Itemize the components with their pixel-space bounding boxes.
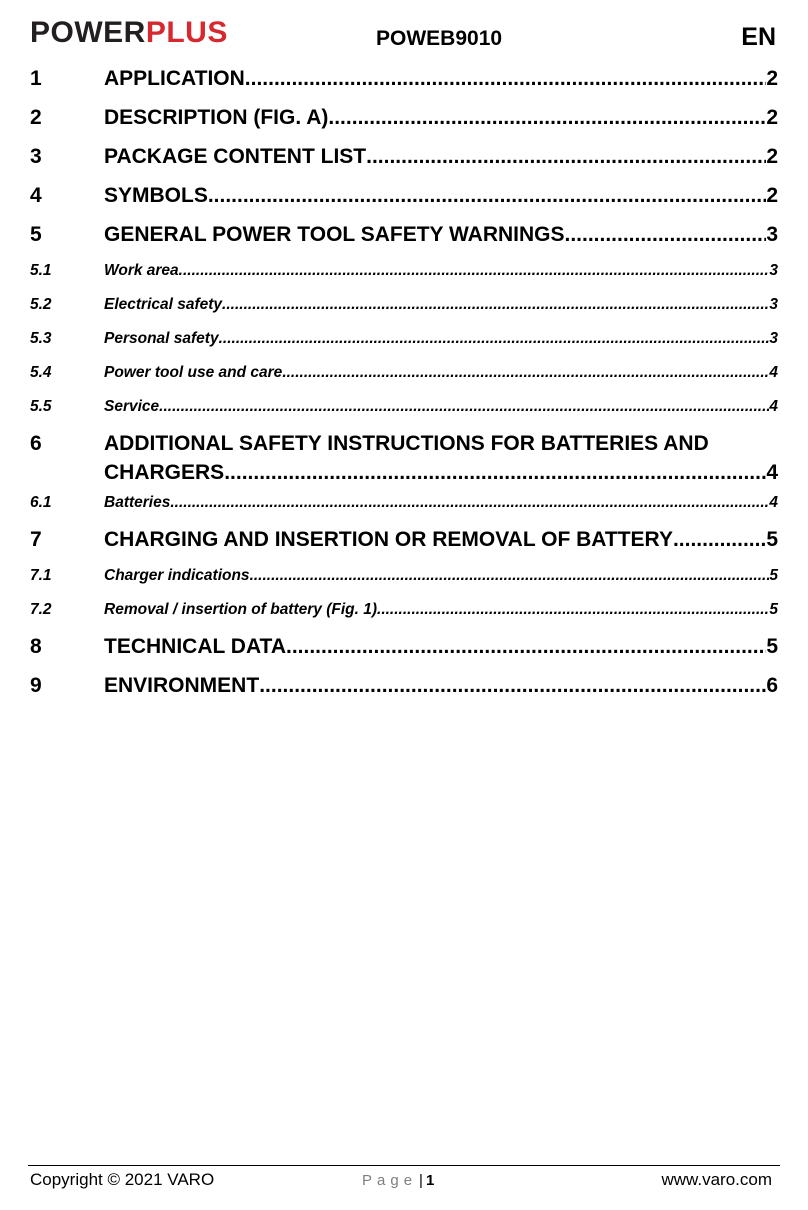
- toc-number: 6.1: [30, 494, 52, 511]
- toc-title: SYMBOLS: [104, 184, 208, 207]
- website-link[interactable]: www.varo.com: [661, 1170, 772, 1189]
- toc-number: 5.3: [30, 330, 52, 347]
- logo-plus-text: PLUS: [145, 16, 228, 49]
- toc-entry-5-2[interactable]: [30, 291, 778, 325]
- logo-power-text: POWER: [30, 16, 146, 49]
- toc-entry-7-2[interactable]: [30, 596, 778, 630]
- toc-page: 4: [769, 494, 778, 511]
- toc-title: Removal / insertion of battery (Fig. 1): [104, 601, 378, 618]
- toc-entry-5-1[interactable]: [30, 257, 778, 291]
- toc-page: 4: [769, 364, 778, 381]
- footer-divider: [28, 1165, 780, 1166]
- toc-number: 4: [30, 184, 42, 207]
- toc-entry-5[interactable]: [30, 218, 778, 257]
- toc-page: 2: [766, 106, 778, 129]
- toc-entry-4[interactable]: [30, 179, 778, 218]
- page-number: 1: [425, 1172, 435, 1189]
- toc-page: 5: [769, 601, 778, 618]
- toc-entry-1[interactable]: [30, 62, 778, 101]
- toc-page: 5: [766, 528, 778, 551]
- toc-page: 5: [766, 635, 778, 658]
- toc-number: 2: [30, 106, 42, 129]
- toc-number: 7.2: [30, 601, 52, 618]
- toc-number: 5.1: [30, 262, 52, 279]
- toc-title: DESCRIPTION (FIG. A): [104, 106, 329, 129]
- toc-title: Batteries: [104, 494, 171, 511]
- page-separator: |: [419, 1172, 423, 1189]
- language-code: EN: [741, 23, 776, 51]
- toc-entry-5-3[interactable]: [30, 325, 778, 359]
- toc-entry-2[interactable]: [30, 101, 778, 140]
- toc-page: 2: [766, 145, 778, 168]
- toc-number: 8: [30, 635, 42, 658]
- toc-page: 5: [769, 567, 778, 584]
- toc-leader: [250, 562, 770, 590]
- toc-number: 3: [30, 145, 42, 168]
- toc-page: 3: [766, 223, 778, 246]
- toc-title: Service: [104, 398, 160, 415]
- toc-number: 9: [30, 674, 42, 697]
- toc-page: 4: [769, 398, 778, 415]
- toc-title: Personal safety: [104, 330, 219, 347]
- toc-leader: [224, 459, 766, 487]
- toc-leader: [170, 489, 769, 517]
- toc-leader: [282, 359, 769, 387]
- toc-entry-6-1[interactable]: [30, 489, 778, 523]
- toc-title-line1: ADDITIONAL SAFETY INSTRUCTIONS FOR BATTERIES AND: [104, 432, 709, 455]
- toc-page: 6: [766, 674, 778, 697]
- toc-number: 5: [30, 223, 42, 246]
- toc-number: 1: [30, 67, 42, 90]
- toc-leader: [219, 325, 770, 353]
- page-label: Page: [362, 1172, 418, 1189]
- toc-title: ENVIRONMENT: [104, 674, 260, 697]
- toc-page: 3: [769, 330, 778, 347]
- toc-leader: [565, 218, 767, 252]
- toc-entry-3[interactable]: [30, 140, 778, 179]
- toc-leader: [222, 291, 769, 319]
- toc-page: 2: [766, 67, 778, 90]
- toc-title: CHARGING AND INSERTION OR REMOVAL OF BATTERY: [104, 528, 673, 551]
- toc-page: 3: [769, 262, 778, 279]
- toc-entry-5-5[interactable]: [30, 393, 778, 427]
- toc-entry-8[interactable]: [30, 630, 778, 669]
- toc-entry-7-1[interactable]: [30, 562, 778, 596]
- toc-title: Electrical safety: [104, 296, 223, 313]
- toc-title: Work area: [104, 262, 179, 279]
- toc-page: 2: [766, 184, 778, 207]
- toc-title: Power tool use and care: [104, 364, 283, 381]
- toc-leader: [366, 140, 766, 174]
- toc-entry-5-4[interactable]: [30, 359, 778, 393]
- toc-number: 7: [30, 528, 42, 551]
- toc-entry-6[interactable]: [30, 427, 778, 489]
- toc-leader: [245, 62, 767, 96]
- toc-leader: [673, 523, 766, 557]
- toc-title: APPLICATION: [104, 67, 245, 90]
- toc-number: 7.1: [30, 567, 52, 584]
- page-header: [30, 16, 778, 56]
- toc-entry-7[interactable]: [30, 523, 778, 562]
- toc-number: 6: [30, 432, 42, 455]
- page-footer: [30, 1169, 778, 1191]
- toc-title: GENERAL POWER TOOL SAFETY WARNINGS: [104, 223, 565, 246]
- table-of-contents: [30, 62, 778, 708]
- toc-number: 5.5: [30, 398, 52, 415]
- toc-leader: [377, 596, 769, 624]
- page-indicator: [362, 1170, 434, 1192]
- toc-leader: [159, 393, 769, 421]
- copyright-text: Copyright © 2021 VARO: [30, 1170, 215, 1189]
- toc-entry-9[interactable]: [30, 669, 778, 708]
- toc-title: TECHNICAL DATA: [104, 635, 286, 658]
- toc-page: 4: [766, 461, 778, 484]
- toc-number: 5.2: [30, 296, 52, 313]
- toc-leader: [179, 257, 770, 285]
- model-number: POWEB9010: [376, 27, 503, 50]
- toc-leader: [286, 630, 766, 664]
- toc-title: PACKAGE CONTENT LIST: [104, 145, 367, 168]
- toc-title-line2: CHARGERS: [104, 461, 225, 484]
- toc-leader: [208, 179, 766, 213]
- powerplus-logo: [30, 16, 228, 50]
- toc-leader: [259, 669, 766, 703]
- toc-number: 5.4: [30, 364, 52, 381]
- toc-title: Charger indications: [104, 567, 250, 584]
- toc-page: 3: [769, 296, 778, 313]
- toc-leader: [328, 101, 766, 135]
